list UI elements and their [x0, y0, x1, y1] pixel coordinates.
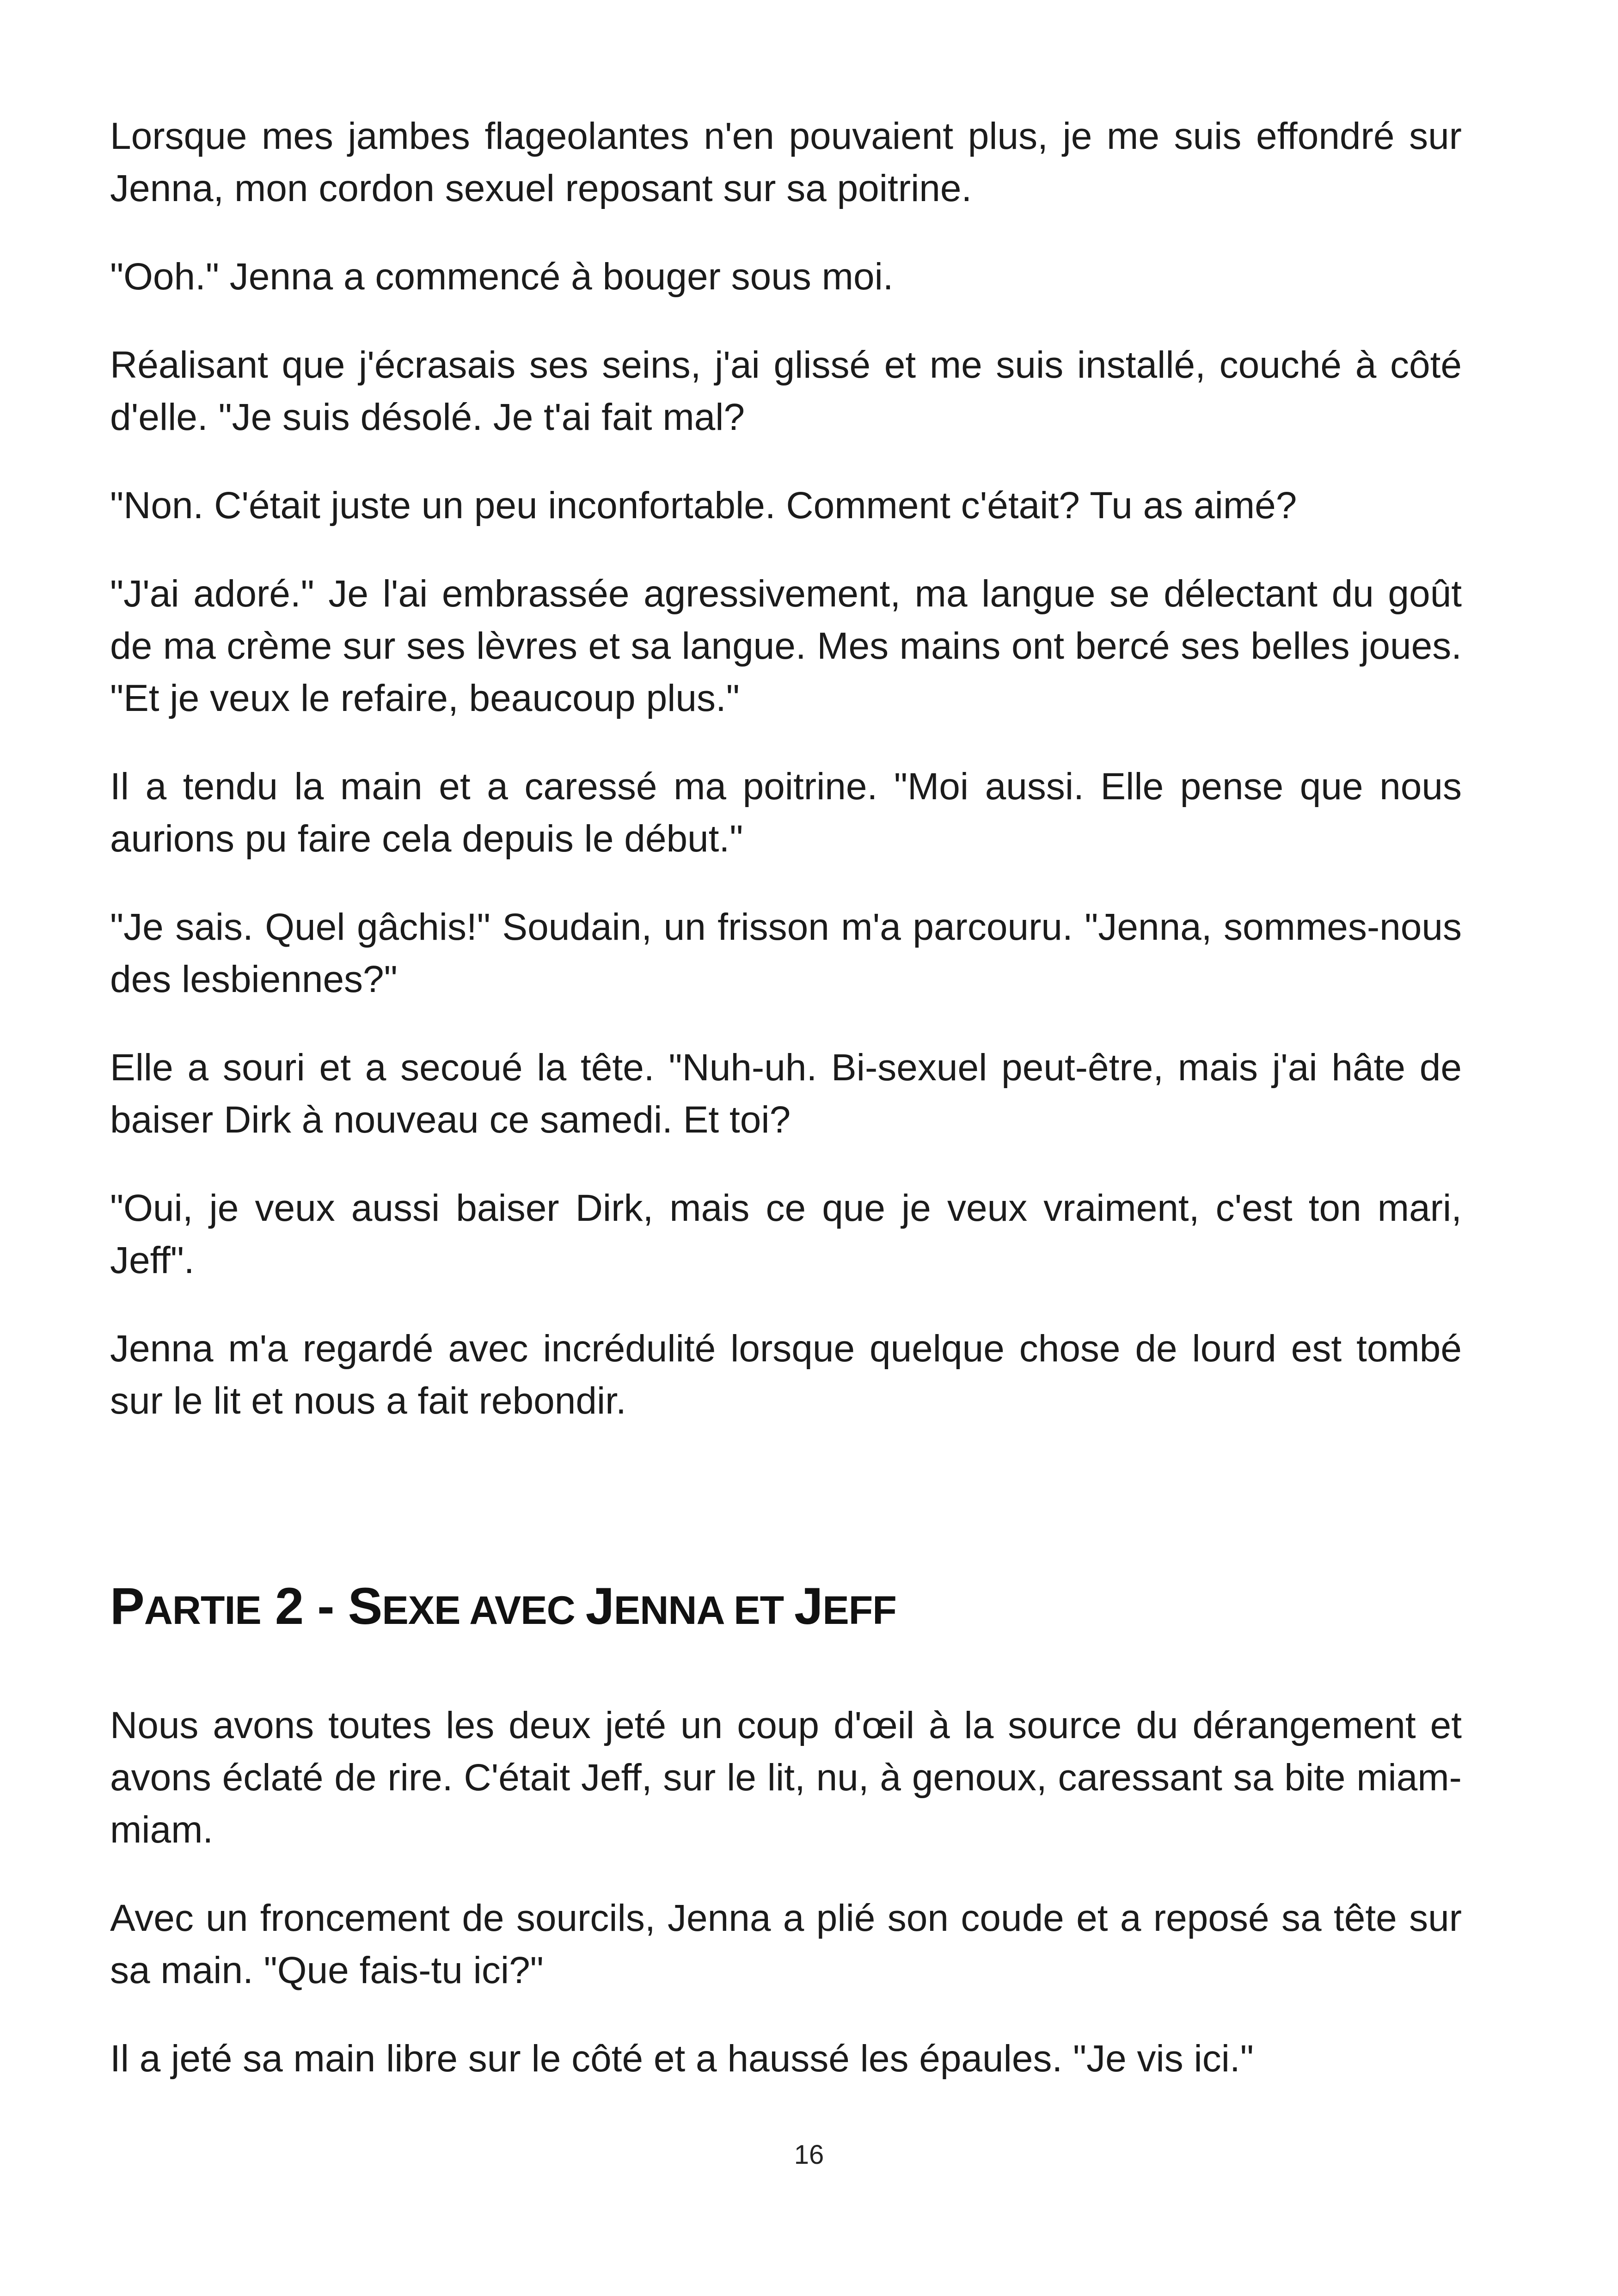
paragraph: Réalisant que j'écrasais ses seins, j'ai glissé et me suis installé, couché à côté d'elle. "Je suis désolé. Je t'ai fait mal? — [110, 344, 1462, 438]
paragraph: Nous avons toutes les deux jeté un coup d'œil à la source du dérangement et avons éclaté de rire. C'était Jeff, sur le lit, nu, à genoux, caressant sa bite miam-miam. — [110, 1704, 1462, 1851]
heading-initial: J — [585, 1577, 614, 1635]
heading-smallcaps: ENNA ET — [613, 1588, 795, 1633]
paragraph: "Je sais. Quel gâchis!" Soudain, un frisson m'a parcouru. "Jenna, sommes-nous des lesbiennes?" — [110, 906, 1462, 1000]
heading-number: 2 - — [261, 1577, 348, 1635]
paragraph: "Non. C'était juste un peu inconfortable. Comment c'était? Tu as aimé? — [110, 484, 1297, 527]
paragraph: "Ooh." Jenna a commencé à bouger sous moi. — [110, 256, 894, 298]
section-gap — [110, 1463, 1462, 1572]
paragraph: "J'ai adoré." Je l'ai embrassée agressivement, ma langue se délectant du goût de ma crème sur ses lèvres et sa langue. Mes mains ont bercé ses belles joues. "Et je veux le refaire, beaucoup plus." — [110, 573, 1462, 719]
paragraph: Jenna m'a regardé avec incrédulité lorsque quelque chose de lourd est tombé sur le lit et nous a fait rebondir. — [110, 1328, 1462, 1422]
paragraph: "Oui, je veux aussi baiser Dirk, mais ce que je veux vraiment, c'est ton mari, Jeff". — [110, 1187, 1462, 1281]
paragraph: Elle a souri et a secoué la tête. "Nuh-uh. Bi-sexuel peut-être, mais j'ai hâte de baiser Dirk à nouveau ce samedi. Et toi? — [110, 1047, 1462, 1141]
heading-initial: P — [110, 1577, 144, 1635]
page-number: 16 — [794, 2140, 824, 2170]
heading-smallcaps: EFF — [822, 1588, 896, 1633]
section-heading — [110, 1572, 1462, 1655]
paragraph: Il a jeté sa main libre sur le côté et a haussé les épaules. "Je vis ici." — [110, 2038, 1254, 2080]
heading-smallcaps: EXE AVEC — [382, 1588, 586, 1633]
paragraph: Il a tendu la main et a caressé ma poitrine. "Moi aussi. Elle pense que nous aurions pu faire cela depuis le début." — [110, 765, 1462, 860]
paragraph: Avec un froncement de sourcils, Jenna a plié son coude et a reposé sa tête sur sa main. "Que fais-tu ici?" — [110, 1897, 1462, 1991]
paragraph: Lorsque mes jambes flageolantes n'en pouvaient plus, je me suis effondré sur Jenna, mon cordon sexuel reposant sur sa poitrine. — [110, 115, 1462, 209]
heading-initial: J — [794, 1577, 823, 1635]
heading-initial: S — [348, 1577, 382, 1635]
body-text — [110, 110, 1462, 2121]
heading-smallcaps: ARTIE — [144, 1588, 261, 1633]
